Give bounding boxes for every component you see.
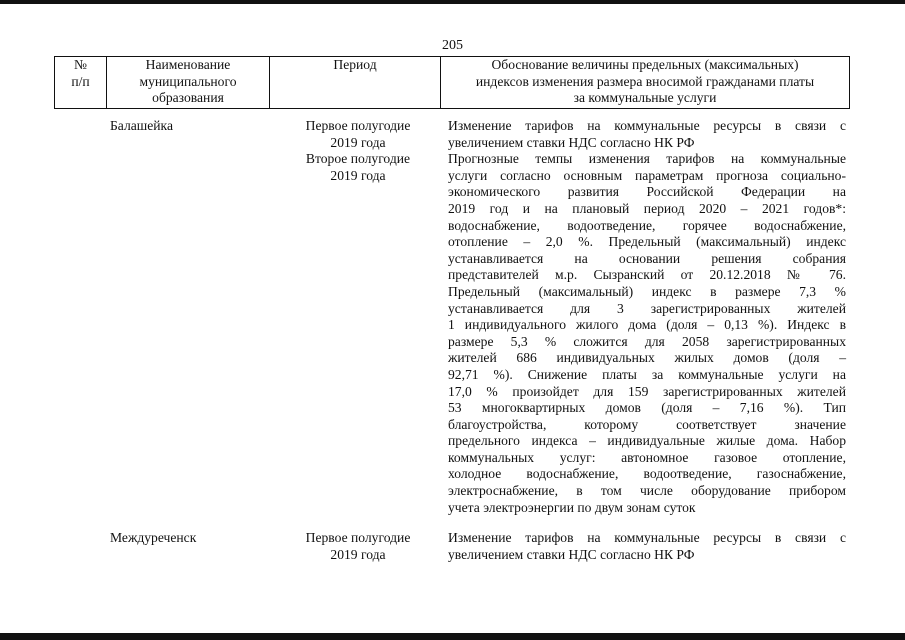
header-basis: [441, 57, 849, 107]
table-header: [54, 56, 850, 109]
bottom-scan-border: [0, 633, 905, 640]
basis-line: 53 многоквартирных домов (доля – 7,16 %). Тип: [448, 400, 846, 416]
page-number: 205: [442, 38, 463, 53]
row-municipality-name: Междуреченск: [110, 530, 197, 545]
header-period-line: Период: [333, 57, 377, 72]
basis-line: увеличением ставки НДС согласно НК РФ: [448, 546, 695, 562]
row-basis-text: [448, 118, 846, 516]
basis-line: учета электроэнергии по двум зонам суток: [448, 499, 696, 515]
top-scan-border: [0, 0, 905, 4]
header-num-line: п/п: [71, 73, 90, 89]
basis-line: электроснабжение, в том числе оборудование прибором: [448, 483, 846, 499]
row-basis-text: [448, 530, 846, 563]
period-line: Первое полугодие: [305, 118, 411, 133]
basis-line: коммунальных услуг: автономное газовое отопление,: [448, 449, 846, 465]
period-line: Первое полугодие: [305, 530, 411, 545]
row-period: [290, 118, 426, 184]
basis-line: 2019 год и на плановый период 2020 – 2021 годов*:: [448, 200, 846, 216]
basis-line: устанавливается для 3 зарегистрированных жителей: [448, 300, 846, 316]
basis-line: холодное водоснабжение, водоотведение, газоснабжение,: [448, 466, 846, 482]
basis-line: отопление – 2,0 %. Предельный (максимальный) индекс: [448, 234, 846, 250]
basis-line: Изменение тарифов на коммунальные ресурсы в связи с: [448, 118, 846, 133]
basis-line: жителей 686 индивидуальных жилых домов (доля –: [448, 350, 846, 366]
basis-line: 1 индивидуального жилого дома (доля – 0,13 %). Индекс в: [448, 317, 846, 333]
row-period: [290, 530, 426, 563]
header-basis-line: Обоснование величины предельных (максимальных): [491, 57, 799, 72]
basis-line: предельного индекса – индивидуальные жилые дома. Набор: [448, 433, 846, 449]
col-border: [849, 56, 850, 108]
header-basis-line: за коммунальные услуги: [573, 90, 717, 106]
header-period: [270, 57, 440, 74]
row-municipality-name: Балашейка: [110, 118, 173, 133]
header-name-line: Наименование: [145, 57, 231, 72]
basis-line: услуги согласно основным параметрам прогноза социально-: [448, 167, 846, 183]
period-line: Второе полугодие: [305, 151, 411, 167]
header-num: [55, 57, 106, 90]
basis-line: Изменение тарифов на коммунальные ресурсы в связи с: [448, 530, 846, 545]
basis-line: увеличением ставки НДС согласно НК РФ: [448, 134, 695, 150]
basis-line: экономического развития Российской Федерации на: [448, 184, 846, 200]
basis-line: 17,0 % произойдет для 159 зарегистрированных жителей: [448, 383, 846, 399]
basis-line: Прогнозные темпы изменения тарифов на коммунальные: [448, 151, 846, 167]
header-basis-line: индексов изменения размера вносимой гражданами платы: [475, 73, 815, 89]
header-name-line: муниципального: [139, 73, 237, 89]
header-num-line: №: [74, 57, 87, 72]
header-name: [107, 57, 269, 107]
basis-line: благоустройства, которому соответствует значение: [448, 416, 846, 432]
period-line: 2019 года: [330, 546, 386, 562]
basis-line: размере 5,3 % сложится для 2058 зарегистрированных: [448, 333, 846, 349]
basis-line: устанавливается на основании решения собрания: [448, 250, 846, 266]
period-line: 2019 года: [330, 167, 386, 183]
basis-line: представителей м.р. Сызранский от 20.12.2018 № 76.: [448, 267, 846, 283]
basis-line: 92,71 %). Снижение платы за коммунальные услуги на: [448, 366, 846, 382]
basis-line: Предельный (максимальный) индекс в размере 7,3 %: [448, 283, 846, 299]
period-line: 2019 года: [330, 134, 386, 150]
basis-line: водоснабжение, водоотведение, горячее водоснабжение,: [448, 217, 846, 233]
header-name-line: образования: [152, 90, 224, 106]
